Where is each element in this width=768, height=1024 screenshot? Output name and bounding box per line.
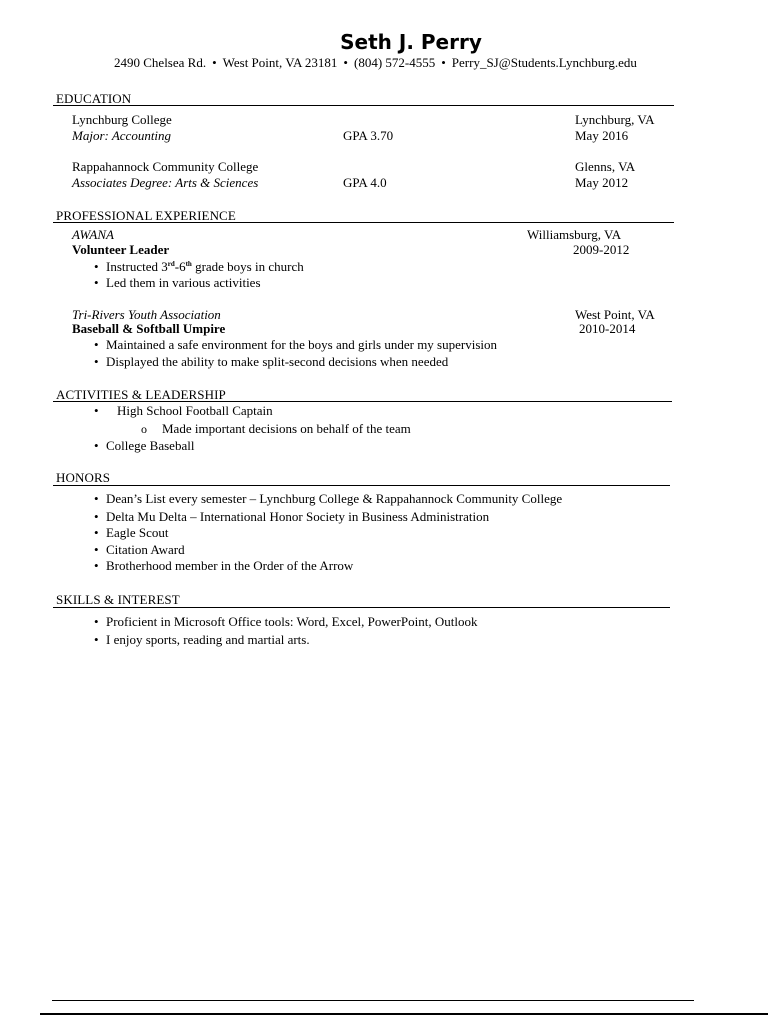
job-org: AWANA xyxy=(72,227,114,242)
contact-email[interactable]: Perry_SJ@Students.Lynchburg.edu xyxy=(451,55,637,70)
section-rule xyxy=(53,607,670,608)
separator: • xyxy=(343,55,348,70)
resume-name: Seth J. Perry xyxy=(340,30,482,54)
school-detail: Major: Accounting xyxy=(72,128,172,143)
job-title: Volunteer Leader xyxy=(72,242,170,257)
job-org: Tri-Rivers Youth Association xyxy=(72,307,221,322)
job-location: Williamsburg, VA xyxy=(527,227,622,242)
separator: • xyxy=(212,55,217,70)
contact-city: West Point, VA 23181 xyxy=(222,55,338,70)
sub-list-item: o Made important decisions on behalf of the team xyxy=(141,421,411,437)
list-item: • Eagle Scout xyxy=(94,525,168,541)
job-title: Baseball & Softball Umpire xyxy=(72,321,226,336)
list-item: • High School Football Captain xyxy=(94,403,273,419)
list-item: • Displayed the ability to make split-second decisions when needed xyxy=(94,354,448,370)
contact-phone: (804) 572-4555 xyxy=(353,55,436,70)
section-heading-honors: HONORS xyxy=(56,470,111,485)
list-item: • Instructed 3rd-6th grade boys in church xyxy=(94,259,304,275)
school-name: Rappahannock Community College xyxy=(72,159,259,174)
list-item: • Dean’s List every semester – Lynchburg College & Rappahannock Community College xyxy=(94,491,562,507)
section-heading-skills: SKILLS & INTEREST xyxy=(56,592,180,607)
school-date: May 2012 xyxy=(575,175,629,190)
list-item: • Led them in various activities xyxy=(94,275,261,291)
section-heading-activities: ACTIVITIES & LEADERSHIP xyxy=(56,387,226,402)
list-item: • Brotherhood member in the Order of the Arrow xyxy=(94,558,353,574)
footer-rule xyxy=(52,1000,694,1001)
school-name: Lynchburg College xyxy=(72,112,172,127)
job-date: 2010-2014 xyxy=(579,321,636,336)
section-heading-experience: PROFESSIONAL EXPERIENCE xyxy=(56,208,236,223)
section-rule xyxy=(53,485,670,486)
list-item: • Citation Award xyxy=(94,542,185,558)
contact-line xyxy=(114,55,637,71)
job-date: 2009-2012 xyxy=(573,242,630,257)
school-location: Lynchburg, VA xyxy=(575,112,655,127)
school-date: May 2016 xyxy=(575,128,629,143)
school-gpa: GPA 4.0 xyxy=(343,175,387,190)
school-location: Glenns, VA xyxy=(575,159,636,174)
section-rule xyxy=(53,222,674,223)
footer-rule xyxy=(40,1013,768,1015)
school-detail: Associates Degree: Arts & Sciences xyxy=(72,175,259,190)
job-location: West Point, VA xyxy=(575,307,655,322)
section-rule xyxy=(53,401,672,402)
list-item: • Delta Mu Delta – International Honor Society in Business Administration xyxy=(94,509,489,525)
list-item: • Proficient in Microsoft Office tools: Word, Excel, PowerPoint, Outlook xyxy=(94,614,477,630)
section-heading-education: EDUCATION xyxy=(56,91,132,106)
school-gpa: GPA 3.70 xyxy=(343,128,394,143)
contact-address: 2490 Chelsea Rd. xyxy=(114,55,207,70)
list-item: • I enjoy sports, reading and martial arts. xyxy=(94,632,310,648)
separator: • xyxy=(441,55,446,70)
list-item: • College Baseball xyxy=(94,438,194,454)
section-rule xyxy=(53,105,674,106)
list-item: • Maintained a safe environment for the boys and girls under my supervision xyxy=(94,337,497,353)
